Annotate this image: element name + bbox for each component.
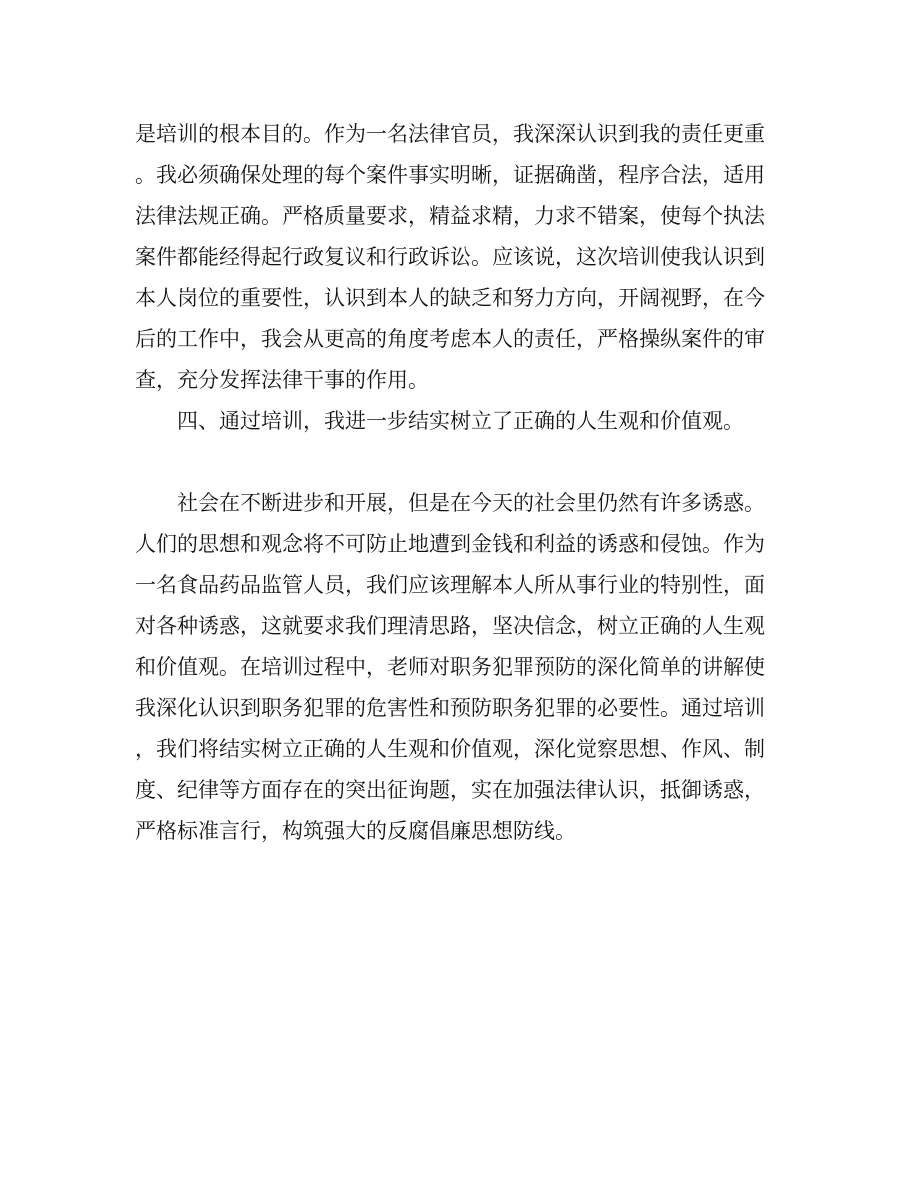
section-heading: 四、通过培训，我进一步结实树立了正确的人生观和价值观。 — [177, 409, 744, 433]
paragraph-2-line-2: 人们的思想和观念将不可防止地遭到金钱和利益的诱惑和侵蚀。作为 — [135, 532, 765, 556]
paragraph-2-line-4: 对各种诱惑，这就要求我们理清思路，坚决信念，树立正确的人生观 — [135, 614, 765, 638]
paragraph-1-line-3: 法律法规正确。严格质量要求，精益求精，力求不错案，使每个执法 — [135, 204, 765, 228]
paragraph-2-line-3: 一名食品药品监管人员，我们应该理解本人所从事行业的特别性，面 — [135, 573, 765, 597]
paragraph-1-line-1: 是培训的根本目的。作为一名法律官员，我深深认识到我的责任更重 — [135, 122, 765, 146]
paragraph-2-line-9: 严格标准言行，构筑强大的反腐倡廉思想防线。 — [135, 819, 576, 843]
paragraph-1-line-5: 本人岗位的重要性，认识到本人的缺乏和努力方向，开阔视野，在今 — [135, 286, 765, 310]
paragraph-1-line-6: 后的工作中，我会从更高的角度考虑本人的责任，严格操纵案件的审 — [135, 327, 765, 351]
paragraph-2-line-8: 度、纪律等方面存在的突出征询题，实在加强法律认识，抵御诱惑， — [135, 778, 765, 802]
paragraph-1-line-7: 查，充分发挥法律干事的作用。 — [135, 368, 429, 392]
paragraph-2-line-7: ，我们将结实树立正确的人生观和价值观，深化觉察思想、作风、制 — [135, 737, 765, 761]
paragraph-1-line-2: 。我必须确保处理的每个案件事实明晰，证据确凿，程序合法，适用 — [135, 163, 765, 187]
paragraph-2-line-1: 社会在不断进步和开展，但是在今天的社会里仍然有许多诱惑。 — [177, 491, 765, 515]
paragraph-1-line-4: 案件都能经得起行政复议和行政诉讼。应该说，这次培训使我认识到 — [135, 245, 765, 269]
paragraph-2-line-6: 我深化认识到职务犯罪的危害性和预防职务犯罪的必要性。通过培训 — [135, 696, 765, 720]
paragraph-2-line-5: 和价值观。在培训过程中，老师对职务犯罪预防的深化简单的讲解使 — [135, 655, 765, 679]
